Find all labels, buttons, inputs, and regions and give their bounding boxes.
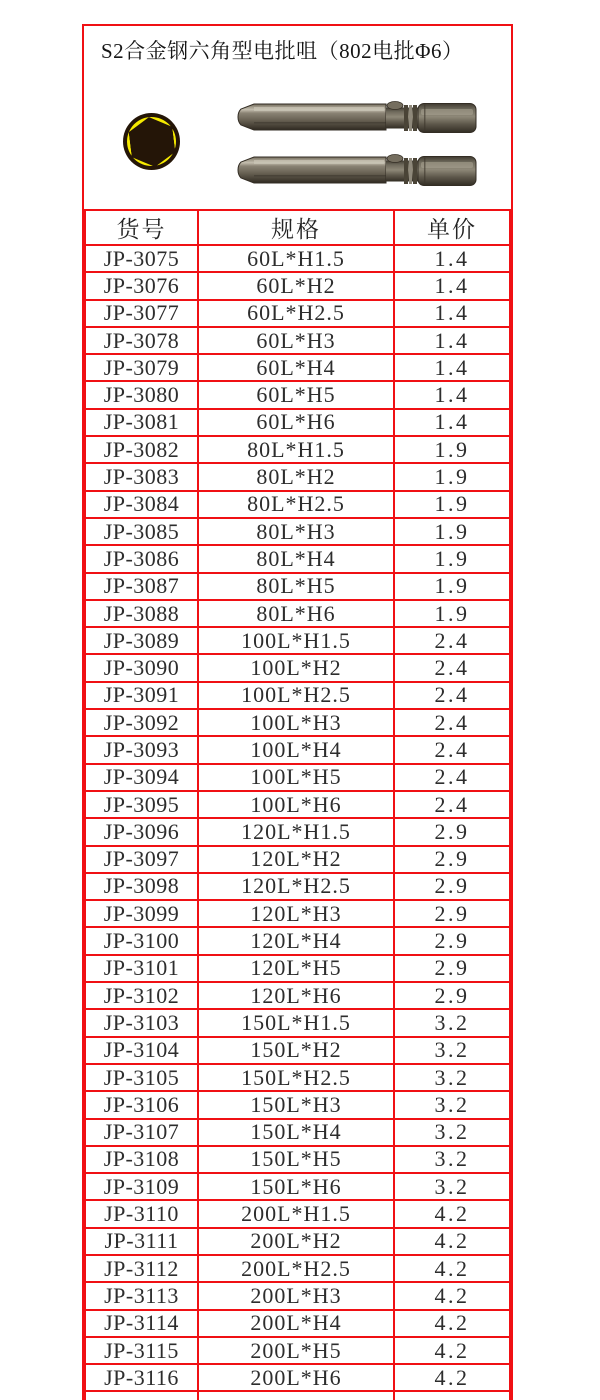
- table-row: [85, 573, 510, 600]
- table-row: [85, 436, 510, 463]
- price-cell: 1.9: [394, 573, 510, 600]
- table-row: [85, 654, 510, 681]
- price-cell: 1.9: [394, 600, 510, 627]
- item-cell: JP-3079: [85, 354, 198, 381]
- table-row: [85, 1200, 510, 1227]
- hexagon-shape: [127, 114, 177, 169]
- item-cell: JP-3113: [85, 1282, 198, 1309]
- spec-cell: 150L*H3: [198, 1091, 394, 1118]
- table-row: [85, 600, 510, 627]
- table-row: [85, 1364, 510, 1391]
- table-row: [85, 1255, 510, 1282]
- table-row: [85, 354, 510, 381]
- spec-cell: 60L*H4: [198, 354, 394, 381]
- price-cell: 2.4: [394, 736, 510, 763]
- spec-cell: 80L*H3: [198, 518, 394, 545]
- table-row-partial: [85, 1391, 510, 1400]
- empty-cell: [85, 1391, 198, 1400]
- table-row: [85, 1337, 510, 1364]
- price-cell: 3.2: [394, 1064, 510, 1091]
- spec-cell: 200L*H4: [198, 1310, 394, 1337]
- spec-cell: 60L*H2.5: [198, 300, 394, 327]
- item-cell: JP-3089: [85, 627, 198, 654]
- item-cell: JP-3086: [85, 545, 198, 572]
- item-cell: JP-3075: [85, 245, 198, 272]
- price-cell: 1.9: [394, 545, 510, 572]
- item-cell: JP-3104: [85, 1037, 198, 1064]
- table-row: [85, 791, 510, 818]
- spec-cell: 100L*H2: [198, 654, 394, 681]
- table-row: [85, 1009, 510, 1036]
- item-cell: JP-3092: [85, 709, 198, 736]
- price-cell: 4.2: [394, 1200, 510, 1227]
- spec-cell: 150L*H4: [198, 1119, 394, 1146]
- price-cell: 2.9: [394, 982, 510, 1009]
- table-row: [85, 709, 510, 736]
- table-row: [85, 381, 510, 408]
- item-cell: JP-3103: [85, 1009, 198, 1036]
- item-cell: JP-3087: [85, 573, 198, 600]
- table-row: [85, 873, 510, 900]
- spec-cell: 200L*H2: [198, 1228, 394, 1255]
- price-cell: 2.9: [394, 955, 510, 982]
- spec-cell: 150L*H1.5: [198, 1009, 394, 1036]
- price-cell: 4.2: [394, 1228, 510, 1255]
- price-cell: 1.4: [394, 300, 510, 327]
- spec-cell: 80L*H2.5: [198, 491, 394, 518]
- table-row: [85, 846, 510, 873]
- table-row: [85, 1119, 510, 1146]
- spec-cell: 100L*H1.5: [198, 627, 394, 654]
- price-cell: 4.2: [394, 1310, 510, 1337]
- column-header-spec: 规格: [198, 210, 394, 245]
- product-card: [82, 24, 513, 1400]
- item-cell: JP-3098: [85, 873, 198, 900]
- spec-cell: 150L*H2.5: [198, 1064, 394, 1091]
- spec-cell: 120L*H4: [198, 927, 394, 954]
- price-table: [84, 209, 511, 1400]
- item-cell: JP-3109: [85, 1173, 198, 1200]
- table-header-row: [85, 210, 510, 245]
- item-cell: JP-3102: [85, 982, 198, 1009]
- item-cell: JP-3082: [85, 436, 198, 463]
- spec-cell: 150L*H6: [198, 1173, 394, 1200]
- price-cell: 2.4: [394, 682, 510, 709]
- table-row: [85, 764, 510, 791]
- spec-cell: 120L*H6: [198, 982, 394, 1009]
- spec-cell: 60L*H2: [198, 272, 394, 299]
- price-cell: 4.2: [394, 1364, 510, 1391]
- item-cell: JP-3097: [85, 846, 198, 873]
- table-row: [85, 1064, 510, 1091]
- price-cell: 2.4: [394, 791, 510, 818]
- item-cell: JP-3115: [85, 1337, 198, 1364]
- spec-cell: 60L*H1.5: [198, 245, 394, 272]
- table-row: [85, 1173, 510, 1200]
- price-cell: 4.2: [394, 1255, 510, 1282]
- item-cell: JP-3110: [85, 1200, 198, 1227]
- spec-cell: 200L*H6: [198, 1364, 394, 1391]
- table-row: [85, 300, 510, 327]
- table-row: [85, 736, 510, 763]
- price-cell: 3.2: [394, 1119, 510, 1146]
- price-cell: 2.9: [394, 873, 510, 900]
- table-row: [85, 1310, 510, 1337]
- table-row: [85, 900, 510, 927]
- price-cell: 4.2: [394, 1282, 510, 1309]
- price-cell: 1.9: [394, 436, 510, 463]
- hex-socket-icon: [123, 113, 180, 170]
- item-cell: JP-3106: [85, 1091, 198, 1118]
- price-cell: 3.2: [394, 1146, 510, 1173]
- price-cell: 1.9: [394, 491, 510, 518]
- screwdriver-bit-image-top: [234, 98, 480, 138]
- price-cell: 2.4: [394, 627, 510, 654]
- spec-cell: 120L*H2: [198, 846, 394, 873]
- item-cell: JP-3084: [85, 491, 198, 518]
- table-row: [85, 927, 510, 954]
- price-cell: 2.9: [394, 818, 510, 845]
- price-cell: 3.2: [394, 1091, 510, 1118]
- item-cell: JP-3085: [85, 518, 198, 545]
- item-cell: JP-3094: [85, 764, 198, 791]
- table-row: [85, 1282, 510, 1309]
- table-row: [85, 545, 510, 572]
- product-header: [84, 26, 511, 209]
- price-cell: 2.4: [394, 654, 510, 681]
- item-cell: JP-3116: [85, 1364, 198, 1391]
- item-cell: JP-3111: [85, 1228, 198, 1255]
- spec-cell: 120L*H3: [198, 900, 394, 927]
- table-row: [85, 982, 510, 1009]
- item-cell: JP-3077: [85, 300, 198, 327]
- item-cell: JP-3076: [85, 272, 198, 299]
- spec-cell: 120L*H1.5: [198, 818, 394, 845]
- table-row: [85, 272, 510, 299]
- item-cell: JP-3081: [85, 409, 198, 436]
- table-row: [85, 409, 510, 436]
- spec-cell: 120L*H2.5: [198, 873, 394, 900]
- table-row: [85, 1037, 510, 1064]
- item-cell: JP-3101: [85, 955, 198, 982]
- item-cell: JP-3090: [85, 654, 198, 681]
- table-row: [85, 463, 510, 490]
- item-cell: JP-3100: [85, 927, 198, 954]
- price-cell: 1.4: [394, 354, 510, 381]
- spec-cell: 80L*H6: [198, 600, 394, 627]
- price-cell: 1.4: [394, 272, 510, 299]
- table-row: [85, 1228, 510, 1255]
- table-row: [85, 627, 510, 654]
- item-cell: JP-3108: [85, 1146, 198, 1173]
- price-cell: 1.9: [394, 518, 510, 545]
- price-cell: 3.2: [394, 1009, 510, 1036]
- spec-cell: 80L*H5: [198, 573, 394, 600]
- table-row: [85, 327, 510, 354]
- item-cell: JP-3099: [85, 900, 198, 927]
- table-row: [85, 245, 510, 272]
- item-cell: JP-3093: [85, 736, 198, 763]
- item-cell: JP-3083: [85, 463, 198, 490]
- empty-cell: [198, 1391, 394, 1400]
- spec-cell: 200L*H1.5: [198, 1200, 394, 1227]
- item-cell: JP-3078: [85, 327, 198, 354]
- spec-cell: 150L*H2: [198, 1037, 394, 1064]
- column-header-unit-price: 单价: [394, 210, 510, 245]
- spec-cell: 80L*H2: [198, 463, 394, 490]
- price-cell: 4.2: [394, 1337, 510, 1364]
- item-cell: JP-3088: [85, 600, 198, 627]
- spec-cell: 60L*H6: [198, 409, 394, 436]
- price-cell: 1.4: [394, 381, 510, 408]
- price-cell: 1.9: [394, 463, 510, 490]
- spec-cell: 200L*H2.5: [198, 1255, 394, 1282]
- table-row: [85, 518, 510, 545]
- table-row: [85, 1146, 510, 1173]
- item-cell: JP-3096: [85, 818, 198, 845]
- price-cell: 1.4: [394, 245, 510, 272]
- item-cell: JP-3095: [85, 791, 198, 818]
- table-row: [85, 491, 510, 518]
- spec-cell: 200L*H5: [198, 1337, 394, 1364]
- spec-cell: 150L*H5: [198, 1146, 394, 1173]
- spec-cell: 200L*H3: [198, 1282, 394, 1309]
- empty-cell: [394, 1391, 510, 1400]
- spec-cell: 80L*H4: [198, 545, 394, 572]
- spec-cell: 60L*H3: [198, 327, 394, 354]
- table-row: [85, 955, 510, 982]
- spec-cell: 100L*H2.5: [198, 682, 394, 709]
- item-cell: JP-3107: [85, 1119, 198, 1146]
- price-cell: 2.9: [394, 927, 510, 954]
- table-row: [85, 1091, 510, 1118]
- column-header-item-no: 货号: [85, 210, 198, 245]
- item-cell: JP-3105: [85, 1064, 198, 1091]
- spec-cell: 120L*H5: [198, 955, 394, 982]
- spec-cell: 100L*H3: [198, 709, 394, 736]
- table-row: [85, 682, 510, 709]
- price-cell: 2.9: [394, 846, 510, 873]
- item-cell: JP-3080: [85, 381, 198, 408]
- spec-cell: 100L*H6: [198, 791, 394, 818]
- price-cell: 2.4: [394, 764, 510, 791]
- spec-cell: 60L*H5: [198, 381, 394, 408]
- price-cell: 2.9: [394, 900, 510, 927]
- screwdriver-bit-image-bottom: [234, 151, 480, 191]
- table-row: [85, 818, 510, 845]
- spec-cell: 100L*H4: [198, 736, 394, 763]
- price-cell: 3.2: [394, 1037, 510, 1064]
- item-cell: JP-3114: [85, 1310, 198, 1337]
- spec-cell: 80L*H1.5: [198, 436, 394, 463]
- spec-cell: 100L*H5: [198, 764, 394, 791]
- price-cell: 3.2: [394, 1173, 510, 1200]
- item-cell: JP-3112: [85, 1255, 198, 1282]
- price-cell: 1.4: [394, 327, 510, 354]
- item-cell: JP-3091: [85, 682, 198, 709]
- price-cell: 1.4: [394, 409, 510, 436]
- price-cell: 2.4: [394, 709, 510, 736]
- page-title: S2合金钢六角型电批咀（802电批Φ6）: [101, 39, 464, 63]
